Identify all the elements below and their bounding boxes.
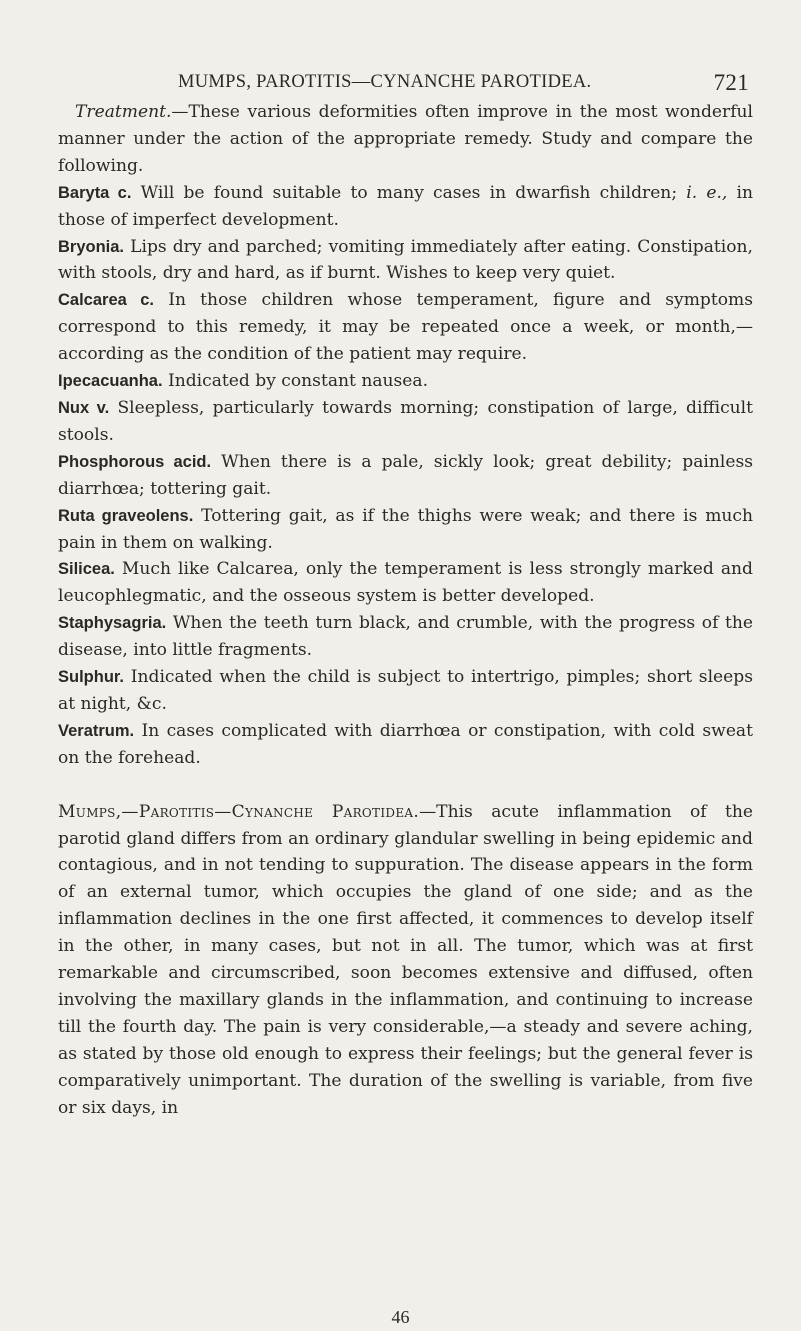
- page-number: 721: [713, 70, 749, 95]
- treatment-label: Treatment.: [75, 102, 172, 122]
- remedy-name: Phosphorous acid.: [58, 452, 212, 471]
- remedy-text: Much like Calcarea, only the temperament is less strongly marked and leucophlegmatic, and the osseous system is better developed.: [58, 559, 753, 607]
- remedy-text: When the teeth turn black, and crumble, with the progress of the disease, into little fragments.: [58, 613, 753, 661]
- remedy-text-after: in those of imperfect development.: [58, 182, 753, 230]
- remedy-name: Silicea.: [58, 560, 115, 579]
- mumps-text: —This acute inflammation of the parotid gland differs from an ordinary glandular swelling in being epidemic and contagious, and in not tending to suppuration. The disease appears in the form of an external tumor, which occupies the gland of one side; and as the inflammation declines in the one first affected, it commences to develop itself in the other, in many cases, but not in all. The tumor, which was at first remarkable and circumscribed, soon becomes extensive and diffused, often involving the maxillary glands in the inflammation, and continuing to increase till the fourth day. The pain is very considerable,—a steady and severe aching, as stated by those old enough to express their feelings; but the general fever is comparatively unimportant. The duration of the swelling is variable, from five or six days, in: [58, 801, 753, 1118]
- remedy-ipecacuanha: [58, 368, 753, 395]
- remedy-name: Ipecacuanha.: [58, 372, 163, 391]
- remedy-silicea: [58, 556, 753, 610]
- remedy-veratrum: [58, 718, 753, 772]
- remedy-staphysagria: [58, 610, 753, 664]
- remedy-name: Ruta graveolens.: [58, 506, 194, 525]
- treatment-paragraph: [58, 99, 753, 180]
- remedy-name: Bryonia.: [58, 237, 125, 256]
- remedy-name: Nux v.: [58, 398, 110, 417]
- remedy-nux-v: [58, 395, 753, 449]
- remedy-name: Baryta c.: [58, 183, 132, 202]
- remedy-text: Will be found suitable to many cases in dwarfish children;: [131, 182, 687, 203]
- remedy-phosphorous-acid: [58, 449, 753, 503]
- mumps-heading: Mumps,—Parotitis—Cynanche Parotidea.: [58, 801, 420, 822]
- remedy-baryta: [58, 180, 753, 234]
- remedy-sulphur: [58, 664, 753, 718]
- remedy-ruta: [58, 503, 753, 557]
- mumps-paragraph: [58, 799, 753, 1122]
- remedy-bryonia: [58, 234, 753, 288]
- remedy-text: When there is a pale, sickly look; great debility; painless diarrhœa; tottering gait.: [58, 451, 753, 499]
- remedy-text: Indicated when the child is subject to intertrigo, pimples; short sleeps at night, &c.: [58, 667, 753, 714]
- remedy-name: Veratrum.: [58, 721, 135, 740]
- remedy-calcarea: [58, 287, 753, 368]
- remedy-name: Calcarea c.: [58, 291, 154, 310]
- remedy-text: Tottering gait, as if the thighs were weak; and there is much pain in them on walking.: [58, 505, 753, 553]
- remedy-text: Sleepless, particularly towards morning; constipation of large, difficult stools.: [58, 397, 753, 445]
- remedy-text: In those children whose temperament, figure and symptoms correspond to this remedy, it may be repeated once a week, or month,—according as the condition of the patient may require.: [58, 290, 753, 365]
- remedy-text: Lips dry and parched; vomiting immediately after eating. Constipation, with stools, dry and hard, as if burnt. Wishes to keep very quiet.: [58, 236, 753, 284]
- section-gap: [58, 772, 753, 799]
- running-head-title: MUMPS, PAROTITIS—CYNANCHE PAROTIDEA.: [178, 72, 592, 92]
- remedy-name: Sulphur.: [58, 668, 124, 687]
- signature-mark: 46: [391, 1307, 410, 1327]
- page-body: [58, 99, 753, 1122]
- remedy-ie: i. e.,: [686, 182, 728, 203]
- remedy-text: In cases complicated with diarrhœa or constipation, with cold sweat on the forehead.: [58, 720, 753, 768]
- remedy-text: Indicated by constant nausea.: [162, 371, 429, 392]
- remedy-name: Staphysagria.: [58, 614, 167, 633]
- treatment-text: —These various deformities often improve in the most wonderful manner under the action of the appropriate remedy. Study and compare the following.: [58, 102, 753, 176]
